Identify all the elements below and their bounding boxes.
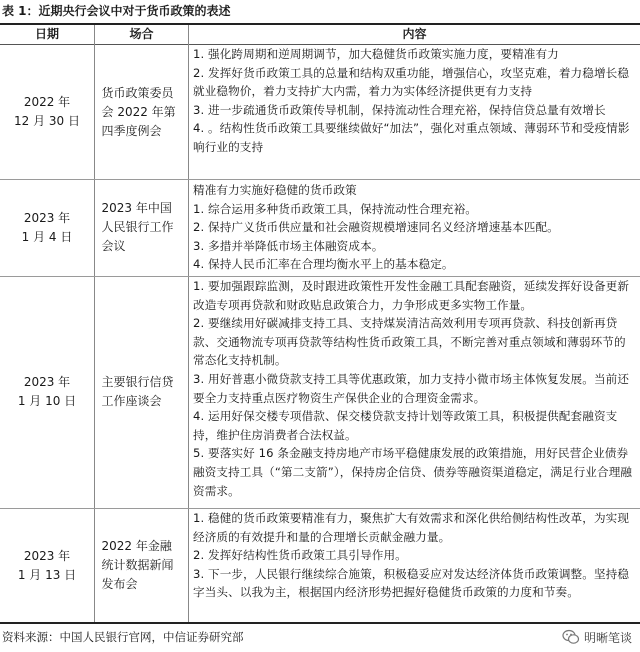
source-note: 资料来源：中国人民银行官网，中信证券研究部	[2, 630, 244, 644]
header-content: 内容	[402, 27, 427, 41]
content-item: 3. 多措并举降低市场主体融资成本。	[193, 238, 384, 253]
meeting-name: 主要银行信贷工作座谈会	[101, 375, 174, 408]
content-item: 3. 进一步疏通货币政策传导机制，保持流动性合理充裕，保持信贷总量有效增长	[193, 102, 606, 117]
content-item: 2. 发挥好货币政策工具的总量和结构双重功能，增强信心，攻坚克难，着力稳增长稳就业稳物价，着力支持扩大内需，着力为实体经济提供更有力支持	[193, 65, 630, 99]
content-item: 2. 保持广义货币供应量和社会融资规模增速同名义经济增速基本匹配。	[193, 220, 559, 235]
content-item: 3. 用好普惠小微贷款支持工具等优惠政策，加力支持小微市场主体恢复发展。当前还要全力支持重点医疗物资生产保供企业的合理资金需求。	[193, 371, 630, 405]
date-year: 2023 年	[23, 375, 71, 389]
table-row-3-content	[193, 277, 636, 500]
table-row-3-date	[0, 277, 94, 507]
table-row-4-content	[193, 509, 636, 602]
table-top-rule	[0, 23, 640, 25]
content-item: 4. 保持人民币汇率在合理均衡水平上的基本稳定。	[193, 257, 454, 272]
date-year: 2023 年	[23, 548, 71, 563]
content-item: 3. 下一步，人民银行继续综合施策，积极稳妥应对发达经济体货币政策调整。坚持稳字当头、以我为主，根据国内经济形势把握好稳健货币政策的力度和节奏。	[193, 566, 630, 600]
date-day: 1 月 10 日	[17, 394, 77, 408]
header-date: 日期	[34, 27, 59, 41]
header-meeting: 场合	[129, 27, 154, 41]
table-row-3-meeting	[95, 277, 188, 507]
date-day: 12 月 30 日	[14, 114, 80, 128]
date-year: 2022 年	[23, 95, 71, 109]
table-bottom-rule	[0, 622, 640, 624]
content-item: 1. 强化跨周期和逆周期调节，加大稳健货币政策实施力度，要精准有力	[193, 47, 559, 61]
date-year: 2023 年	[23, 210, 71, 225]
content-item: 2. 发挥好结构性货币政策工具引导作用。	[193, 548, 407, 563]
table-title: 表 1：近期央行会议中对于货币政策的表述	[2, 4, 231, 18]
table-row-1-meeting	[95, 45, 188, 179]
watermark	[562, 627, 632, 647]
wechat-icon	[562, 628, 580, 646]
content-item: 5. 要落实好 16 条金融支持房地产市场平稳健康发展的政策措施，用好民营企业债券融资支持工具（“第二支箭”），保持房企信贷、债券等融资渠道稳定，满足行业合理融资需求。	[193, 446, 633, 498]
content-item: 4. 。结构性货币政策工具要继续做好“加法”，强化对重点领域、薄弱环节和受疫情影响行业的支持	[193, 121, 630, 154]
meeting-name: 货币政策委员会 2022 年第四季度例会	[101, 85, 176, 138]
content-item: 2. 要继续用好碳减排支持工具、支持煤炭清洁高效利用专项再贷款、科技创新再贷款、交通物流专项再贷款等结构性货币政策工具，不断完善对重点领域和薄弱环节的常态化支持机制。	[193, 316, 626, 368]
content-item: 1. 稳健的货币政策要精准有力，聚焦扩大有效需求和深化供给侧结构性改革，为实现经济质的有效提升和量的合理增长贡献金融力量。	[193, 511, 630, 544]
date-day: 1 月 4 日	[21, 229, 73, 244]
meeting-name: 2022 年金融统计数据新闻发布会	[101, 539, 174, 591]
date-day: 1 月 13 日	[17, 567, 77, 582]
content-item: 1. 要加强跟踪监测，及时跟进政策性开发性金融工具配套融资，延续发挥好设备更新改造专项再贷款和财政贴息政策合力，力争形成更多实物工作量。	[193, 279, 630, 312]
table-row-4-date	[0, 509, 94, 622]
content-item: 1. 综合运用多种货币政策工具，保持流动性合理充裕。	[193, 201, 478, 216]
content-item: 4. 运用好保交楼专项借款、保交楼贷款支持计划等政策工具，积极提供配套融资支持，维护住房消费者合法权益。	[193, 409, 618, 442]
content-item: 精准有力实施好稳健的货币政策	[193, 183, 357, 197]
column-divider	[188, 25, 189, 623]
watermark-text: 明晰笔谈	[583, 630, 632, 645]
meeting-name: 2023 年中国人民银行工作会议	[101, 201, 174, 253]
table-row-1-content	[193, 45, 636, 157]
table-row-1-date	[0, 45, 94, 179]
table-row-4-meeting	[95, 509, 188, 622]
table-row-2-content	[193, 181, 636, 274]
table-row-2-date	[0, 180, 94, 275]
table-row-2-meeting	[95, 180, 188, 275]
